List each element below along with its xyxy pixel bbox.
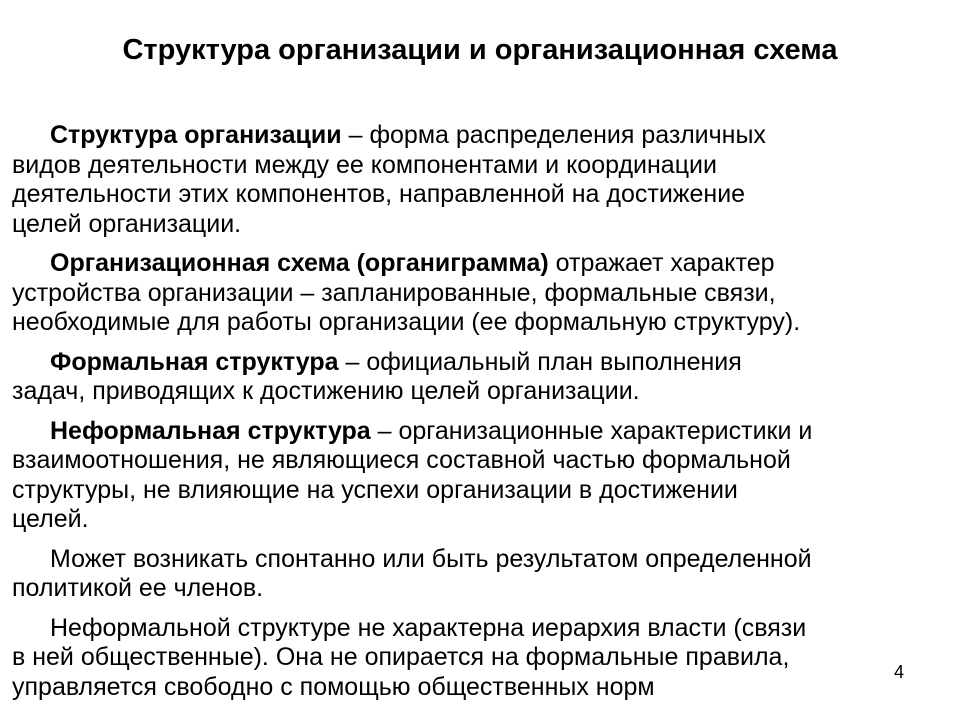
term-informal-structure: Неформальная структура xyxy=(50,416,371,445)
page-number: 4 xyxy=(893,662,904,682)
definition-text: отражает характер xyxy=(548,249,775,277)
term-organization-chart: Организационная схема (органиграмма) xyxy=(50,249,549,277)
definition-text: необходимые для работы организации (ее формальную структуру). xyxy=(12,308,801,336)
term-formal-structure: Формальная структура xyxy=(50,347,339,376)
body-text: Неформальной структуре не характерна иерархия власти (связи xyxy=(50,613,807,642)
paragraph-informal-hierarchy xyxy=(12,614,947,703)
paragraph-formal-structure xyxy=(12,348,947,407)
paragraph-spontaneous-emergence xyxy=(12,545,947,604)
body-text: в ней общественные). Она не опирается на формальные правила, xyxy=(12,643,790,671)
body-text: Может возникать спонтанно или быть результатом определенной xyxy=(50,544,812,573)
definition-text: структуры, не влияющие на успехи организации в достижении xyxy=(12,475,738,504)
paragraph-organization-chart xyxy=(12,249,947,338)
definition-text: целей организации. xyxy=(12,209,242,238)
paragraph-informal-structure xyxy=(12,417,947,535)
definition-text: – организационные характеристики и xyxy=(370,416,813,445)
definition-text: – форма распределения различных xyxy=(341,121,766,149)
slide-title: Структура организации и организационная схема xyxy=(122,34,838,66)
definition-text: целей. xyxy=(12,505,89,533)
definition-text: задач, приводящих к достижению целей организации. xyxy=(12,377,640,405)
definition-text: – официальный план выполнения xyxy=(338,347,742,376)
term-organization-structure: Структура организации xyxy=(50,121,342,149)
paragraph-organization-structure xyxy=(12,121,947,239)
definition-text: видов деятельности между ее компонентами и координации xyxy=(12,150,717,179)
definition-text: устройства организации – запланированные, формальные связи, xyxy=(12,278,776,307)
body-text: политикой ее членов. xyxy=(12,574,264,602)
definition-text: деятельности этих компонентов, направленной на достижение xyxy=(12,180,746,208)
definition-text: взаимоотношения, не являющиеся составной частью формальной xyxy=(12,446,791,474)
slide-body xyxy=(12,121,947,712)
body-text: управляется свободно с помощью общественных норм xyxy=(12,672,655,701)
